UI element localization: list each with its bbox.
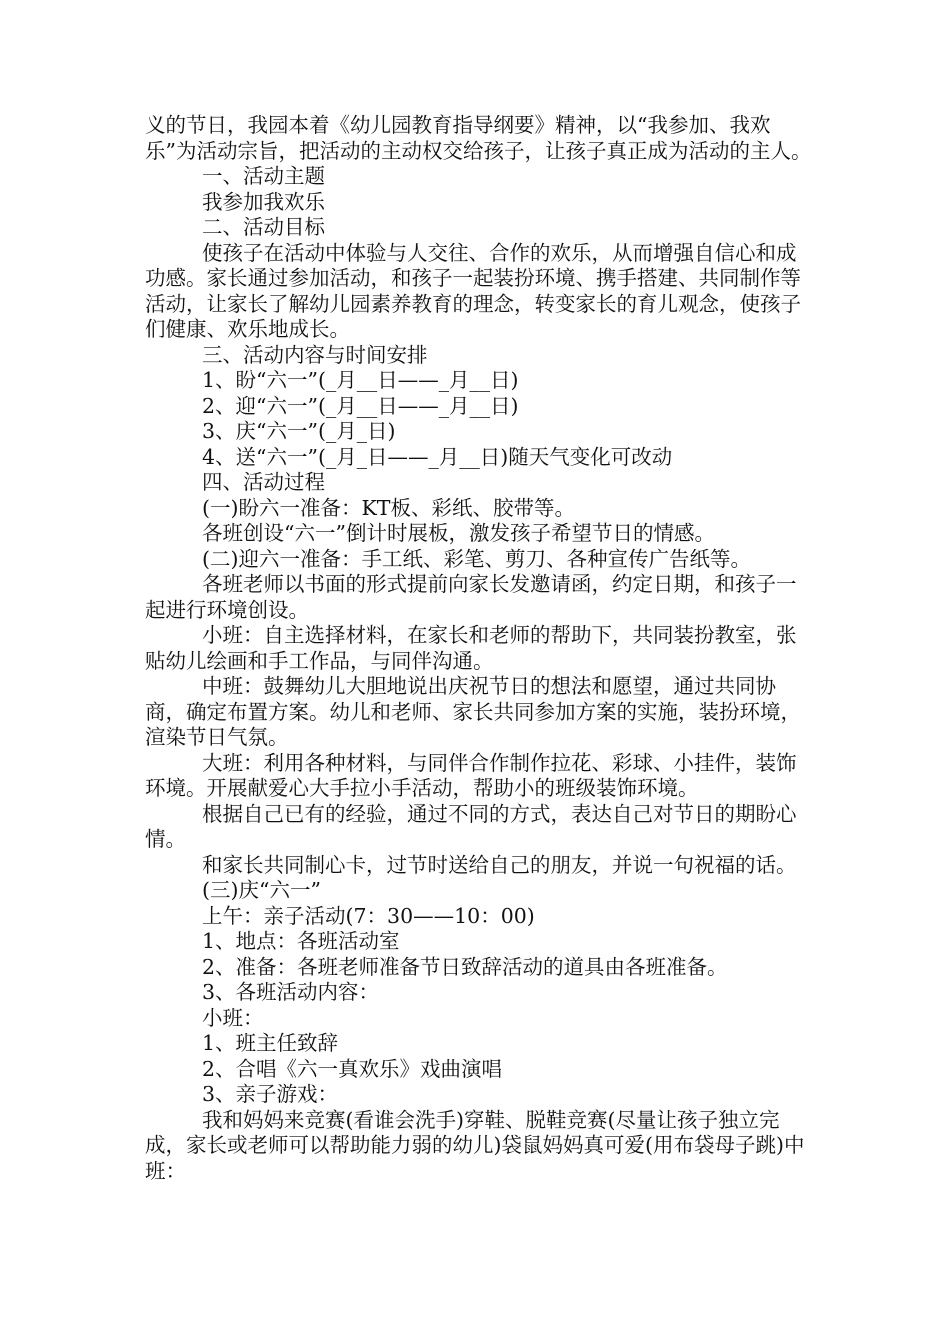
paragraph-theme: 我参加我欢乐 [202, 189, 325, 214]
label-small-class: 小班： [202, 1005, 264, 1030]
paragraph-expectation: 根据自己已有的经验，通过不同的方式，表达自己对节日的期盼心情。 [145, 801, 797, 851]
list-item-class-content: 3、各班活动内容： [202, 980, 380, 1004]
schedule-item-1: 1、盼“六一”(_月__日——_月__日) [202, 368, 519, 392]
list-item-preparation: 2、准备：各班老师准备节日致辞活动的道具由各班准备。 [202, 954, 728, 979]
list-item-chorus: 2、合唱《六一真欢乐》戏曲演唱 [202, 1056, 503, 1081]
paragraph-stage-1-desc: 各班创设“六一”倒计时展板，激发孩子希望节日的情感。 [202, 521, 715, 545]
heading-activity-goals: 二、活动目标 [202, 215, 325, 239]
document-body [145, 113, 815, 1184]
paragraph-middle-class: 中班：鼓舞幼儿大胆地说出庆祝节日的想法和愿望，通过共同协商，确定布置方案。幼儿和老师、家长共同参加方案的实施，装扮环境，渲染节日气氛。 [145, 674, 801, 749]
schedule-item-3: 3、庆“六一”(_月_日) [202, 419, 396, 443]
paragraph-intro-continuation: 义的节日，我园本着《幼儿园教育指导纲要》精神，以“我参加、我欢乐”为活动宗旨，把活动的主动权交给孩子，让孩子真正成为活动的主人。 [145, 113, 812, 163]
paragraph-game-details: 我和妈妈来竞赛(看谁会洗手)穿鞋、脱鞋竞赛(尽量让孩子独立完成，家长或老师可以帮助能力弱的幼儿)袋鼠妈妈真可爱(用布袋母子跳)中班： [145, 1107, 805, 1183]
list-item-location: 1、地点：各班活动室 [202, 929, 400, 953]
heading-stage-3: (三)庆“六一” [202, 878, 321, 902]
paragraph-large-class: 大班：利用各种材料，与同伴合作制作拉花、彩球、小挂件，装饰环境。开展献爱心大手拉小手活动，帮助小的班级装饰环境。 [145, 750, 797, 800]
paragraph-small-class: 小班：自主选择材料，在家长和老师的帮助下，共同装扮教室，张贴幼儿绘画和手工作品，与同伴沟通。 [145, 623, 797, 673]
schedule-item-4: 4、送“六一”(_月_日——_月__日)随天气变化可改动 [202, 444, 673, 469]
heading-content-schedule: 三、活动内容与时间安排 [202, 342, 428, 367]
heading-activity-theme: 一、活动主题 [202, 164, 325, 188]
list-item-parent-child-game: 3、亲子游戏： [202, 1082, 339, 1106]
paragraph-goals: 使孩子在活动中体验与人交往、合作的欢乐，从而增强自信心和成功感。家长通过参加活动，和孩子一起装扮环境、携手搭建、共同制作等活动，让家长了解幼儿园素养教育的理念，转变家长的育儿观念，使孩子们健康、欢乐地成长。 [145, 240, 801, 341]
schedule-item-2: 2、迎“六一”(_月__日——_月__日) [202, 393, 519, 418]
paragraph-stage-2-invite: 各班老师以书面的形式提前向家长发邀请函，约定日期，和孩子一起进行环境创设。 [145, 572, 797, 622]
paragraph-heart-card: 和家长共同制心卡，过节时送给自己的朋友，并说一句祝福的话。 [202, 852, 797, 877]
paragraph-morning-activity: 上午：亲子活动(7：30——10：00) [202, 903, 535, 928]
paragraph-stage-2-prep: (二)迎六一准备：手工纸、彩笔、剪刀、各种宣传广告纸等。 [202, 546, 751, 571]
list-item-speech: 1、班主任致辞 [202, 1031, 339, 1055]
paragraph-stage-1-prep: (一)盼六一准备：KT板、彩纸、胶带等。 [202, 495, 575, 520]
heading-activity-process: 四、活动过程 [202, 470, 325, 494]
